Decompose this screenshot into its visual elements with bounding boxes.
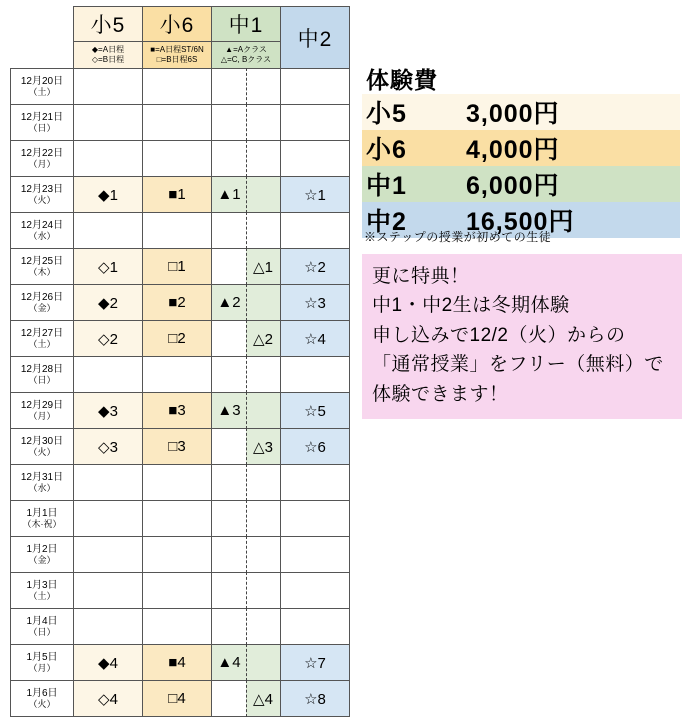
cell-c2: ☆2 (281, 249, 350, 285)
schedule-header-names (11, 7, 350, 42)
row-date-day: 12月20日 (20, 75, 64, 87)
row-date (11, 573, 74, 609)
cell-s5 (74, 105, 143, 141)
legend-s6 (143, 42, 212, 69)
cell-c2 (281, 69, 350, 105)
cell-c1-a-class (212, 321, 246, 356)
row-date (11, 609, 74, 645)
cell-c1-cb-class: △4 (246, 681, 280, 716)
cell-c2 (281, 501, 350, 537)
cell-c1 (212, 573, 281, 609)
cell-c2: ☆4 (281, 321, 350, 357)
cell-c1-cb-class (246, 141, 280, 176)
bonus-line: 「通常授業」をフリー（無料）で (372, 354, 664, 376)
cell-c1-cb-class: △2 (246, 321, 280, 356)
row-date-weekday: （火） (28, 447, 56, 458)
c1-class-divider (246, 428, 247, 465)
fee-amount: 16,500円 (466, 208, 575, 236)
row-date-day: 12月24日 (20, 219, 64, 231)
row-date-day: 12月22日 (20, 147, 64, 159)
row-date-weekday: （日） (28, 375, 56, 386)
cell-c1 (212, 393, 281, 429)
cell-c1 (212, 249, 281, 285)
cell-c1-a-class (212, 429, 246, 464)
cell-s5 (74, 69, 143, 105)
cell-s5: ◇3 (74, 429, 143, 465)
cell-c2: ☆3 (281, 285, 350, 321)
table-row (11, 321, 350, 357)
cell-c1 (212, 69, 281, 105)
cell-s5: ◆2 (74, 285, 143, 321)
c1-class-divider (246, 284, 247, 321)
fee-amount: 6,000円 (466, 172, 560, 200)
c1-class-divider (246, 500, 247, 537)
cell-s5 (74, 141, 143, 177)
c1-class-divider (246, 140, 247, 177)
cell-c1 (212, 285, 281, 321)
cell-c1-a-class: ▲1 (212, 177, 246, 212)
fee-row (362, 166, 680, 202)
cell-c1-a-class (212, 609, 246, 644)
cell-c2: ☆7 (281, 645, 350, 681)
fee-amount: 4,000円 (466, 136, 560, 164)
cell-c2: ☆8 (281, 681, 350, 717)
cell-c1-a-class (212, 465, 246, 500)
cell-c1-cb-class (246, 285, 280, 320)
table-row (11, 285, 350, 321)
cell-c1 (212, 645, 281, 681)
row-date-weekday: （水） (28, 483, 56, 494)
cell-c1-cb-class (246, 645, 280, 680)
row-date-day: 1月3日 (26, 579, 58, 591)
fee-grade: 小6 (366, 136, 407, 164)
cell-c2: ☆5 (281, 393, 350, 429)
row-date-weekday: （日） (28, 123, 56, 134)
row-date (11, 681, 74, 717)
bonus-line: 申し込みで12/2（火）からの (372, 324, 626, 346)
table-row (11, 573, 350, 609)
row-date (11, 285, 74, 321)
cell-c1-a-class (212, 69, 246, 104)
row-date-day: 12月31日 (20, 471, 64, 483)
cell-c1 (212, 465, 281, 501)
row-date (11, 177, 74, 213)
c1-class-divider (246, 464, 247, 501)
cell-s6 (143, 537, 212, 573)
row-date (11, 501, 74, 537)
cell-c2 (281, 357, 350, 393)
cell-s6: □4 (143, 681, 212, 717)
cell-c1-a-class (212, 141, 246, 176)
row-date-day: 12月29日 (20, 399, 64, 411)
cell-c2 (281, 141, 350, 177)
cell-s5: ◆4 (74, 645, 143, 681)
cell-c1 (212, 177, 281, 213)
legend-c1-line1: ▲=Aクラス (225, 45, 267, 54)
table-row (11, 645, 350, 681)
row-date-day: 12月26日 (20, 291, 64, 303)
cell-c1-cb-class (246, 69, 280, 104)
cell-s6: ■2 (143, 285, 212, 321)
row-date-day: 12月23日 (20, 183, 64, 195)
cell-c1 (212, 141, 281, 177)
row-date-weekday: （日） (28, 627, 56, 638)
row-date (11, 393, 74, 429)
row-date-weekday: （金） (28, 555, 56, 566)
table-row (11, 141, 350, 177)
cell-c1-cb-class (246, 465, 280, 500)
cell-s5 (74, 213, 143, 249)
c1-class-divider (246, 104, 247, 141)
cell-c1-a-class (212, 537, 246, 572)
fee-title: 体験費 (366, 67, 438, 93)
fee-row (362, 94, 680, 130)
cell-s5: ◆1 (74, 177, 143, 213)
header-corner-blank-2 (11, 42, 74, 69)
legend-s5-line1: ◆=A日程 (91, 45, 125, 54)
schedule-body (11, 69, 350, 717)
row-date-day: 1月5日 (26, 651, 58, 663)
cell-s5 (74, 501, 143, 537)
row-date-day: 12月27日 (20, 327, 64, 339)
table-row (11, 357, 350, 393)
cell-c1-cb-class (246, 105, 280, 140)
c1-class-divider (246, 320, 247, 357)
row-date-day: 1月1日 (26, 507, 58, 519)
row-date-weekday: （金） (28, 303, 56, 314)
header-group-s5: 小5 (74, 7, 143, 42)
table-row (11, 177, 350, 213)
cell-c1-a-class (212, 213, 246, 248)
cell-c1 (212, 501, 281, 537)
cell-c1 (212, 429, 281, 465)
c1-class-divider (246, 392, 247, 429)
cell-s5: ◆3 (74, 393, 143, 429)
cell-c1 (212, 213, 281, 249)
cell-c2 (281, 609, 350, 645)
row-date-weekday: （水） (28, 231, 56, 242)
cell-s6 (143, 69, 212, 105)
row-date (11, 105, 74, 141)
row-date (11, 249, 74, 285)
row-date-weekday: （木） (28, 267, 56, 278)
row-date-weekday: （土） (28, 339, 56, 350)
cell-s6: □3 (143, 429, 212, 465)
row-date-weekday: （火） (28, 195, 56, 206)
table-row (11, 69, 350, 105)
cell-c2 (281, 465, 350, 501)
table-row (11, 105, 350, 141)
cell-s6 (143, 141, 212, 177)
cell-s6 (143, 357, 212, 393)
row-date-weekday: （月） (28, 411, 56, 422)
row-date-weekday: （土） (28, 87, 56, 98)
cell-c2 (281, 105, 350, 141)
fee-grade: 中2 (366, 208, 407, 236)
row-date-day: 12月30日 (20, 435, 64, 447)
cell-c1-cb-class (246, 213, 280, 248)
row-date (11, 321, 74, 357)
header-group-c1: 中1 (212, 7, 281, 42)
cell-s6 (143, 573, 212, 609)
cell-c1 (212, 357, 281, 393)
cell-s6: ■4 (143, 645, 212, 681)
cell-c1-cb-class (246, 393, 280, 428)
table-row (11, 465, 350, 501)
row-date-weekday: （月） (28, 663, 56, 674)
table-row (11, 429, 350, 465)
c1-class-divider (246, 572, 247, 609)
cell-s6: ■1 (143, 177, 212, 213)
legend-s6-line2: □=B日程6S (156, 55, 198, 64)
cell-s6 (143, 465, 212, 501)
fee-table (362, 94, 680, 238)
legend-c1 (212, 42, 281, 69)
row-date (11, 213, 74, 249)
row-date-day: 12月28日 (20, 363, 64, 375)
row-date-weekday: （月） (28, 159, 56, 170)
row-date-weekday: （土） (28, 591, 56, 602)
bonus-line: 更に特典！ (372, 266, 470, 287)
cell-s6 (143, 105, 212, 141)
cell-s6 (143, 609, 212, 645)
cell-c1-cb-class (246, 501, 280, 536)
cell-s5 (74, 537, 143, 573)
fee-note: ※ステップの授業が初めての生徒 (364, 230, 552, 244)
row-date-weekday: （木·祝） (22, 519, 62, 530)
c1-class-divider (246, 608, 247, 645)
c1-class-divider (246, 68, 247, 105)
cell-c2 (281, 537, 350, 573)
cell-c1-cb-class: △3 (246, 429, 280, 464)
legend-s6-line1: ■=A日程ST/6N (150, 45, 204, 54)
row-date (11, 69, 74, 105)
cell-c2 (281, 573, 350, 609)
table-row (11, 393, 350, 429)
bonus-line: 体験できます！ (372, 383, 509, 405)
table-row (11, 213, 350, 249)
c1-class-divider (246, 536, 247, 573)
cell-s6: ■3 (143, 393, 212, 429)
legend-c1-line2: △=C, Bクラス (220, 55, 272, 64)
bonus-callout (362, 254, 682, 419)
cell-c1-a-class (212, 357, 246, 392)
row-date (11, 465, 74, 501)
table-row (11, 537, 350, 573)
cell-s5 (74, 357, 143, 393)
row-date (11, 645, 74, 681)
table-row (11, 501, 350, 537)
cell-c1-a-class (212, 573, 246, 608)
fee-amount: 3,000円 (466, 100, 560, 128)
fee-row (362, 130, 680, 166)
c1-class-divider (246, 248, 247, 285)
cell-c1-a-class (212, 681, 246, 716)
table-row (11, 681, 350, 717)
row-date (11, 357, 74, 393)
cell-c1 (212, 537, 281, 573)
cell-s5 (74, 465, 143, 501)
cell-c1-a-class (212, 105, 246, 140)
cell-s5: ◇2 (74, 321, 143, 357)
cell-c1-cb-class (246, 357, 280, 392)
cell-c1-cb-class (246, 537, 280, 572)
cell-c1-cb-class: △1 (246, 249, 280, 284)
cell-c2 (281, 213, 350, 249)
row-date-day: 1月4日 (26, 615, 58, 627)
cell-s6: □1 (143, 249, 212, 285)
cell-s6: □2 (143, 321, 212, 357)
cell-c1 (212, 105, 281, 141)
row-date-day: 1月2日 (26, 543, 58, 555)
cell-s6 (143, 501, 212, 537)
cell-s5: ◇4 (74, 681, 143, 717)
c1-class-divider (246, 212, 247, 249)
cell-s5 (74, 573, 143, 609)
schedule-table (10, 6, 350, 717)
header-group-c2: 中2 (281, 7, 350, 69)
cell-c1-a-class: ▲3 (212, 393, 246, 428)
cell-s5 (74, 609, 143, 645)
cell-s5: ◇1 (74, 249, 143, 285)
row-date-day: 12月21日 (20, 111, 64, 123)
c1-class-divider (246, 644, 247, 681)
cell-c1 (212, 681, 281, 717)
legend-s5-line2: ◇=B日程 (91, 55, 125, 64)
fee-grade: 中1 (366, 172, 407, 200)
cell-c1-a-class: ▲4 (212, 645, 246, 680)
legend-s5 (74, 42, 143, 69)
row-date-day: 12月25日 (20, 255, 64, 267)
header-corner-blank (11, 7, 74, 42)
fee-grade: 小5 (366, 100, 407, 128)
cell-c1 (212, 609, 281, 645)
bonus-line: 中1・中2生は冬期体験 (372, 295, 570, 317)
cell-c1-cb-class (246, 177, 280, 212)
cell-c1-a-class: ▲2 (212, 285, 246, 320)
row-date (11, 537, 74, 573)
row-date-day: 1月6日 (26, 687, 58, 699)
cell-c1-cb-class (246, 573, 280, 608)
table-row (11, 609, 350, 645)
cell-s6 (143, 213, 212, 249)
row-date-weekday: （火） (28, 699, 56, 710)
cell-c1-a-class (212, 249, 246, 284)
table-row (11, 249, 350, 285)
row-date (11, 429, 74, 465)
cell-c2: ☆1 (281, 177, 350, 213)
row-date (11, 141, 74, 177)
header-group-s6: 小6 (143, 7, 212, 42)
cell-c1 (212, 321, 281, 357)
cell-c1-cb-class (246, 609, 280, 644)
c1-class-divider (246, 680, 247, 717)
c1-class-divider (246, 176, 247, 213)
cell-c1-a-class (212, 501, 246, 536)
c1-class-divider (246, 356, 247, 393)
cell-c2: ☆6 (281, 429, 350, 465)
